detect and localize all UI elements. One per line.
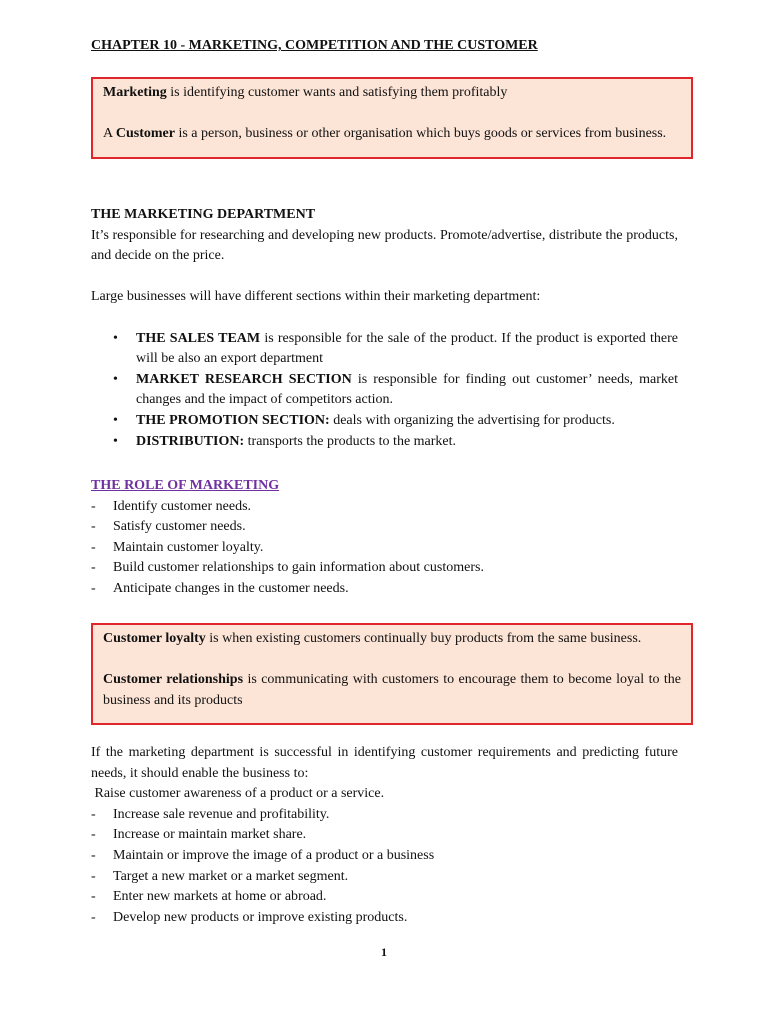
list-item <box>91 805 678 826</box>
relationships-definition <box>103 670 681 711</box>
section-name: THE PROMOTION SECTION: <box>136 412 330 428</box>
list-item-text: Identify customer needs. <box>113 498 252 514</box>
customer-definition-prefix: A <box>103 126 116 142</box>
section-name: MARKET RESEARCH SECTION <box>136 371 352 387</box>
bullet-icon: • <box>113 330 118 346</box>
bullet-icon: • <box>113 412 118 428</box>
customer-definition <box>103 124 681 145</box>
department-section-item <box>91 411 678 432</box>
department-section-item <box>91 432 678 453</box>
section-description: is responsible for the sale of the product. If the product is exported there will be also an export department <box>136 330 678 367</box>
loyalty-definition-text: is when existing customers continually buy products from the same business. <box>205 631 642 646</box>
bullet-icon: • <box>113 433 118 449</box>
marketing-definition-text: is identifying customer wants and satisfying them profitably <box>166 85 508 100</box>
role-list <box>91 497 678 600</box>
list-item <box>91 887 678 908</box>
section-description: transports the products to the market. <box>244 433 457 449</box>
customer-term: Customer <box>115 126 175 142</box>
list-item-text: Maintain or improve the image of a product or a business <box>113 847 435 863</box>
list-item-text: Increase sale revenue and profitability. <box>113 806 330 822</box>
list-item <box>91 825 678 846</box>
list-item <box>91 558 678 579</box>
relationships-term: Customer relationships <box>103 672 244 688</box>
loyalty-term: Customer loyalty <box>103 631 206 646</box>
dash-icon: - <box>91 498 96 514</box>
dash-icon: - <box>91 827 96 843</box>
department-section-item <box>91 370 678 411</box>
list-item <box>91 497 678 518</box>
bullet-icon: • <box>113 371 118 387</box>
definition-box-loyalty <box>91 623 693 725</box>
loyalty-definition <box>103 629 681 650</box>
department-sections-list <box>91 329 678 453</box>
success-text: If the marketing department is successful in identifying customer requirements and predicting future needs, it should enable the business to: <box>91 745 678 781</box>
customer-definition-text: is a person, business or other organisation which buys goods or services from business. <box>174 126 667 142</box>
dash-icon: - <box>91 580 96 596</box>
list-item-text: Target a new market or a market segment. <box>113 868 349 884</box>
list-item-text: Anticipate changes in the customer needs. <box>113 580 349 596</box>
section-description: deals with organizing the advertising for products. <box>329 412 615 428</box>
role-of-marketing-heading: THE ROLE OF MARKETING <box>91 478 280 493</box>
section-name: THE SALES TEAM <box>136 330 261 346</box>
role-of-marketing-section <box>91 476 678 600</box>
dash-icon: - <box>91 847 96 863</box>
list-item-text: Satisfy customer needs. <box>113 519 246 535</box>
list-item <box>91 908 678 929</box>
relationships-definition-text: is communicating with customers to encourage them to become loyal to the business and its products <box>103 672 681 708</box>
dash-icon: - <box>91 889 96 905</box>
dash-icon: - <box>91 539 96 555</box>
section-description: is responsible for finding out customer’ needs, market changes and the impact of competitors action. <box>136 371 679 408</box>
page-number: 1 <box>381 945 387 959</box>
success-section <box>91 743 678 928</box>
dash-icon: - <box>91 909 96 925</box>
list-item-text: Increase or maintain market share. <box>113 827 307 843</box>
list-item <box>91 517 678 538</box>
list-item <box>91 579 678 600</box>
list-item <box>91 538 678 559</box>
marketing-definition <box>103 83 681 104</box>
sections-intro: Large businesses will have different sections within their marketing department: <box>91 289 541 305</box>
list-item <box>91 846 678 867</box>
dash-icon: - <box>91 519 96 535</box>
dash-icon: - <box>91 868 96 884</box>
success-list <box>91 805 678 929</box>
list-item-text: Develop new products or improve existing products. <box>113 909 408 925</box>
marketing-term: Marketing <box>103 85 167 100</box>
success-first-item: Raise customer awareness of a product or a service. <box>91 786 385 802</box>
section-name: DISTRIBUTION: <box>136 433 245 449</box>
list-item-text: Build customer relationships to gain information about customers. <box>113 560 484 576</box>
marketing-department-section <box>91 205 678 452</box>
dash-icon: - <box>91 560 96 576</box>
marketing-department-text: It’s responsible for researching and developing new products. Promote/advertise, distribute the products, and decide on the price. <box>91 227 678 264</box>
definition-box-marketing <box>91 77 693 159</box>
department-section-item <box>91 329 678 370</box>
list-item <box>91 867 678 888</box>
chapter-title: CHAPTER 10 - MARKETING, COMPETITION AND THE CUSTOMER <box>91 38 538 53</box>
list-item-text: Maintain customer loyalty. <box>113 539 264 555</box>
marketing-department-heading: THE MARKETING DEPARTMENT <box>91 207 316 222</box>
list-item-text: Enter new markets at home or abroad. <box>113 889 327 905</box>
dash-icon: - <box>91 806 96 822</box>
